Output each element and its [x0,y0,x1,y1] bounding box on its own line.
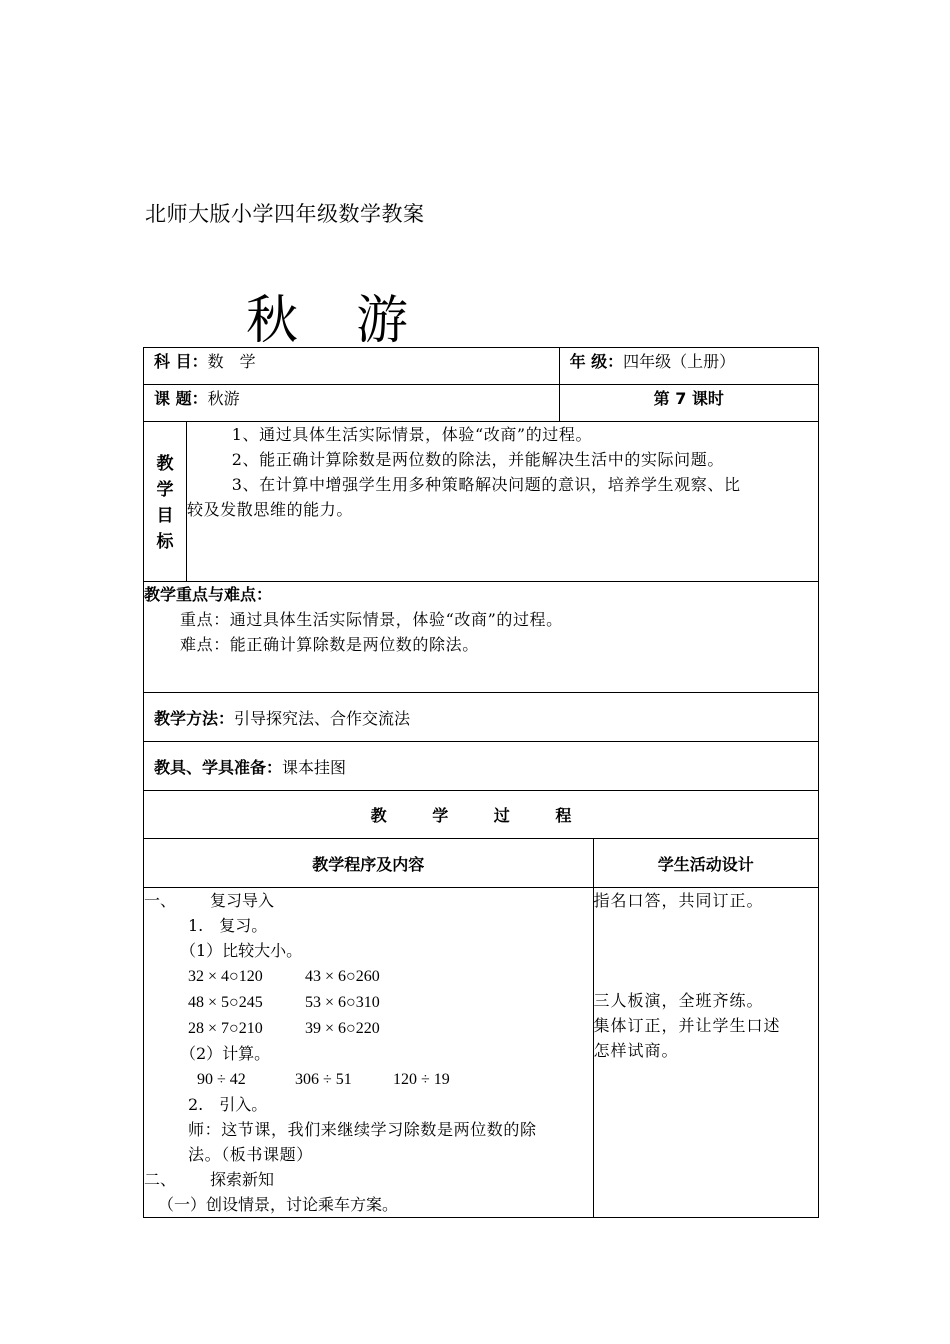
lesson-title [246,278,408,353]
objective-item: 2、能正确计算除数是两位数的除法，并能解决生活中的实际问题。 [231,450,724,469]
calc-expr: 90 ÷ 42 [197,1071,246,1088]
subject-cell [144,348,560,385]
row-process-headers [144,839,819,888]
prep-cell [144,742,819,791]
activity-line: 三人板演，全班齐练。 [593,991,764,1010]
calc-expr: 306 ÷ 51 [295,1071,352,1088]
key-difficulty: 难点：能正确计算除数是两位数的除法。 [180,635,479,654]
method-cell [144,693,819,742]
lesson-title-char-1: 秋 [246,291,299,351]
activity-line: 集体订正，并让学生口述 [593,1016,781,1035]
row-key-points [144,582,819,693]
intro-line-1: 师：这节课，我们来继续学习除数是两位数的除 [188,1120,537,1139]
lesson-title-char-2: 游 [356,291,409,351]
objectives-label-char-4: 标 [156,532,174,552]
objective-item: 1、通过具体生活实际情景，体验“改商”的过程。 [231,425,593,444]
compare-expr: 28 × 7○210 [188,1020,263,1037]
method-value: 引导探究法、合作交流法 [234,708,411,728]
lesson-plan-table [143,347,819,1218]
topic-label: 课 题： [154,389,208,408]
topic-value: 秋游 [207,389,240,408]
intro-line-2: 法。（板书课题） [188,1145,313,1164]
row-method [144,693,819,742]
compare-row [144,989,593,1015]
process-content-right [593,888,818,1218]
compare-expr: 43 × 6○260 [305,968,380,985]
objectives-label-cell [144,422,187,582]
process-title: 教 学 过 程 [370,806,592,825]
compare-row [144,963,593,989]
process-content-left [144,888,594,1218]
section-2-title: 探索新知 [210,1170,275,1189]
section-1-title: 复习导入 [210,891,275,910]
grade-value: 四年级（上册） [623,352,736,371]
compare-heading: （1）比较大小。 [180,941,303,960]
key-focus: 重点：通过具体生活实际情景，体验“改商”的过程。 [180,610,563,629]
objectives-label-char-2: 学 [156,480,174,500]
review-heading: 1. 复习。 [188,916,268,935]
calc-heading: （2）计算。 [180,1044,271,1063]
compare-row [144,1015,593,1041]
grade-label: 年 级： [569,352,624,371]
objective-item: 3、在计算中增强学生用多种策略解决问题的意识，培养学生观察、比 [231,475,741,494]
compare-expr: 53 × 6○310 [305,994,380,1011]
section-2-heading [144,1167,593,1192]
section-1-heading [144,888,593,913]
prep-value: 课本挂图 [282,757,347,777]
lesson-number-cell [559,385,818,422]
compare-expr: 39 × 6○220 [305,1020,380,1037]
activity-line: 指名口答，共同订正。 [593,891,764,910]
row-process-title [144,791,819,839]
topic-cell [144,385,560,422]
row-prep [144,742,819,791]
calc-expr: 120 ÷ 19 [393,1071,450,1088]
method-label: 教学方法： [154,708,235,728]
subsection-1-heading: （一）创设情景，讨论乘车方案。 [158,1195,399,1214]
compare-expr: 32 × 4○120 [188,968,263,985]
subject-label: 科 目： [154,352,208,371]
compare-expr: 48 × 5○245 [188,994,263,1011]
objectives-content [186,422,818,582]
objective-item: 较及发散思维的能力。 [186,500,353,519]
calc-row [144,1066,593,1092]
activity-line: 怎样试商。 [593,1041,679,1060]
document-title: 北师大版小学四年级数学教案 [145,202,425,226]
subject-value: 数 学 [207,352,256,371]
row-objectives [144,422,819,582]
key-points-title: 教学重点与难点： [144,585,273,604]
lesson-number: 第 7 课时 [653,389,724,408]
process-left-header: 教学程序及内容 [144,839,594,888]
objectives-label-char-1: 教 [156,454,174,474]
row-subject-grade [144,348,819,385]
prep-label: 教具、学具准备： [154,757,283,777]
grade-cell [559,348,818,385]
process-right-header: 学生活动设计 [593,839,818,888]
row-topic [144,385,819,422]
key-points-cell [144,582,819,693]
intro-heading: 2. 引入。 [188,1095,268,1114]
section-1-number: 一、 [144,891,177,910]
objectives-label-char-3: 目 [156,506,174,526]
process-title-cell [144,791,819,839]
section-2-number: 二、 [144,1170,177,1189]
row-process-content [144,888,819,1218]
